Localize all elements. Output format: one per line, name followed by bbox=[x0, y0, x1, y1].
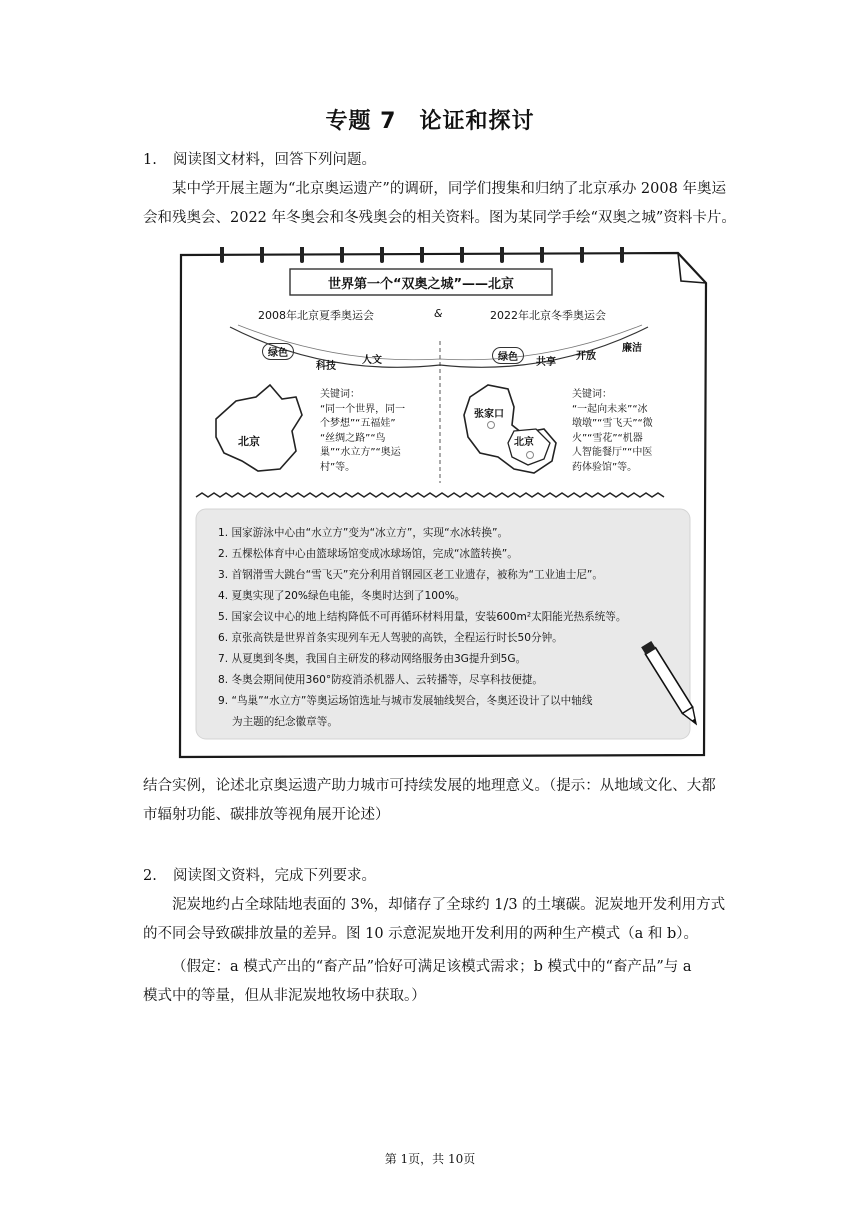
right-keywords-line: 人智能餐厅”“中医 bbox=[572, 447, 653, 458]
right-keywords-line: 墩墩”“雪飞天”“微 bbox=[572, 418, 653, 429]
left-keywords-line: 关键词： bbox=[320, 389, 360, 400]
card-items-list bbox=[218, 523, 686, 733]
q2-body-line-1: 泥炭地约占全球陆地表面的 3%，却储存了全球约 1/3 的土壤碳。泥炭地开发利用方式 bbox=[172, 897, 726, 913]
q1-number: 1. bbox=[143, 152, 157, 168]
page-footer: 第 1页，共 10页 bbox=[384, 1152, 476, 1166]
page-title: 专题 7 论证和探讨 bbox=[325, 109, 535, 134]
list-item: 1. 国家游泳中心由“水立方”变为“冰立方”，实现“水冰转换”。 bbox=[218, 527, 509, 539]
right-tag-clean: 廉洁 bbox=[622, 343, 642, 354]
left-map-label: 北京 bbox=[238, 435, 260, 448]
q1-task-line-2: 市辐射功能、碳排放等视角展开论述） bbox=[143, 807, 390, 823]
right-keywords bbox=[572, 388, 653, 475]
list-item: 5. 国家会议中心的地上结构降低不可再循环材料用量，安装600m²太阳能光热系统等。 bbox=[218, 611, 627, 623]
left-keywords-line: 巢”“水立方”“奥运 bbox=[320, 447, 401, 458]
q1-task-line-1: 结合实例，论述北京奥运遗产助力城市可持续发展的地理意义。（提示：从地域文化、大都 bbox=[143, 778, 716, 794]
q2-lead bbox=[143, 862, 376, 891]
q2-body-line-4: 模式中的等量，但从非泥炭地牧场中获取。） bbox=[143, 988, 426, 1004]
list-item: 9. “鸟巢”“水立方”等奥运场馆选址与城市发展轴线契合，冬奥还设计了以中轴线 bbox=[218, 695, 593, 707]
right-keywords-line: 药体验馆”等。 bbox=[572, 461, 638, 473]
left-event-title: 2008年北京夏季奥运会 bbox=[258, 309, 374, 322]
left-keywords-line: 村”等。 bbox=[320, 461, 356, 473]
left-tag-tech: 科技 bbox=[316, 361, 336, 372]
list-item: 4. 夏奥实现了20%绿色电能，冬奥时达到了100%。 bbox=[218, 590, 466, 602]
list-item: 2. 五棵松体育中心由篮球场馆变成冰球场馆，完成“冰篮转换”。 bbox=[218, 548, 518, 560]
list-item: 6. 京张高铁是世界首条实现列车无人驾驶的高铁，全程运行时长50分钟。 bbox=[218, 632, 563, 644]
list-item: 8. 冬奥会期间使用360°防疫消杀机器人、云转播等，尽享科技便捷。 bbox=[218, 674, 544, 686]
right-map-label-bj: 北京 bbox=[514, 437, 534, 448]
q1-body-line-2: 会和残奥会、2022 年冬奥会和冬残奥会的相关资料。图为某同学手绘“双奥之城”资料卡片。 bbox=[143, 210, 736, 226]
card-header: 世界第一个“双奥之城”——北京 bbox=[327, 277, 515, 292]
right-tag-open: 开放 bbox=[576, 351, 596, 362]
list-item: 7. 从夏奥到冬奥，我国自主研发的移动网络服务由3G提升到5G。 bbox=[218, 653, 527, 665]
q2-number: 2. bbox=[143, 868, 157, 884]
q2-body-line-2: 的不同会导致碳排放量的差异。图 10 示意泥炭地开发利用的两种生产模式（a 和 b）。 bbox=[143, 926, 699, 942]
right-keywords-line: 火”“雪花”“机器 bbox=[572, 432, 643, 444]
q1-lead-text: 阅读图文材料，回答下列问题。 bbox=[173, 152, 376, 168]
right-tag-green: 绿色 bbox=[492, 347, 524, 364]
ampersand: & bbox=[434, 307, 443, 320]
right-keywords-line: “一起向未来”“冰 bbox=[572, 403, 648, 415]
q2-body-line-3: （假定：a 模式产出的“畜产品”恰好可满足该模式需求；b 模式中的“畜产品”与 a bbox=[172, 959, 692, 975]
q1-body-line-1: 某中学开展主题为“北京奥运遗产”的调研，同学们搜集和归纳了北京承办 2008 年奥运 bbox=[172, 181, 726, 197]
resource-card-figure bbox=[178, 247, 708, 759]
left-keywords-line: “同一个世界，同一 bbox=[320, 403, 406, 415]
left-keywords bbox=[320, 388, 405, 475]
right-keywords-line: 关键词： bbox=[572, 389, 612, 400]
right-map-label-zjk: 张家口 bbox=[474, 409, 504, 420]
right-event-title: 2022年北京冬季奥运会 bbox=[490, 309, 606, 322]
left-tag-green: 绿色 bbox=[262, 343, 294, 360]
q1-lead bbox=[143, 146, 376, 175]
left-keywords-line: 个梦想”“五福娃” bbox=[320, 418, 396, 429]
list-item: 3. 首钢滑雪大跳台“雪飞天”充分利用首钢园区老工业遗存，被称为“工业迪士尼”。 bbox=[218, 569, 604, 581]
left-tag-culture: 人文 bbox=[362, 355, 382, 366]
right-tag-sharing: 共享 bbox=[536, 357, 556, 368]
q2-lead-text: 阅读图文资料，完成下列要求。 bbox=[173, 868, 376, 884]
list-item: 为主题的纪念徽章等。 bbox=[232, 716, 338, 728]
left-keywords-line: “丝绸之路”“鸟 bbox=[320, 432, 386, 444]
